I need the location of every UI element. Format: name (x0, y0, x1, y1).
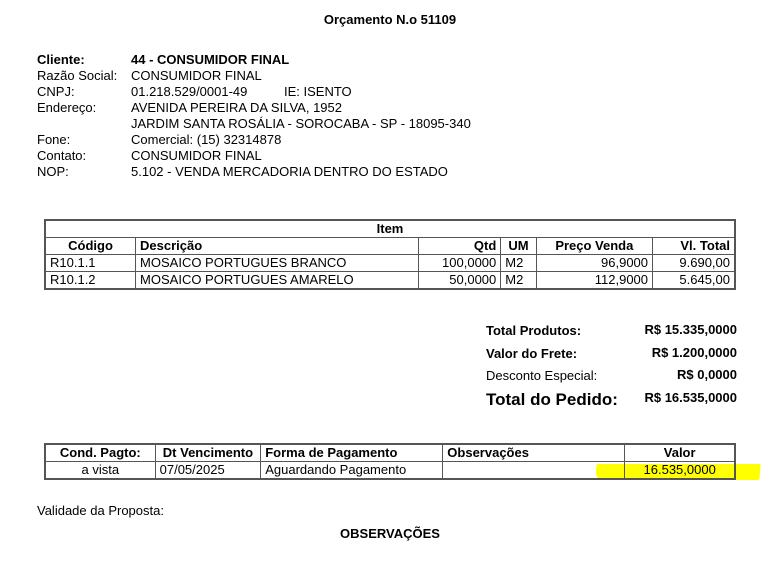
total-pedido-value: R$ 16.535,0000 (644, 390, 737, 405)
items-table-title: Item (45, 220, 735, 238)
ie-value: IE: ISENTO (284, 84, 352, 99)
col-forma-pagamento: Forma de Pagamento (261, 444, 443, 462)
desconto-value: R$ 0,0000 (677, 367, 737, 382)
contato-label: Contato: (37, 148, 87, 163)
table-row (45, 462, 735, 480)
items-table (44, 219, 736, 290)
col-valor: Valor (625, 444, 735, 462)
col-qtd: Qtd (419, 238, 501, 255)
col-observacoes: Observações (443, 444, 625, 462)
valor-frete-label: Valor do Frete: (486, 346, 578, 361)
endereco-line1: AVENIDA PEREIRA DA SILVA, 1952 (131, 100, 342, 115)
cell-preco: 96,9000 (536, 255, 652, 272)
col-preco-venda: Preço Venda (536, 238, 652, 255)
col-descricao: Descrição (136, 238, 419, 255)
cell-total: 9.690,00 (653, 255, 735, 272)
table-row (45, 272, 735, 290)
items-header-row (45, 238, 735, 255)
cell-descricao: MOSAICO PORTUGUES BRANCO (136, 255, 419, 272)
cell-cond-pagto: a vista (45, 462, 155, 480)
col-vl-total: Vl. Total (653, 238, 735, 255)
cell-preco: 112,9000 (536, 272, 652, 290)
observacoes-heading: OBSERVAÇÕES (340, 526, 440, 541)
cell-total: 5.645,00 (653, 272, 735, 290)
document-title: Orçamento N.o 51109 (323, 12, 457, 27)
cliente-value: 44 - CONSUMIDOR FINAL (131, 52, 290, 67)
cell-um: M2 (501, 255, 536, 272)
desconto-label: Desconto Especial: (486, 368, 598, 383)
cell-dt-vencimento: 07/05/2025 (155, 462, 261, 480)
cell-codigo: R10.1.1 (45, 255, 136, 272)
valor-frete-value: R$ 1.200,0000 (651, 345, 737, 360)
nop-value: 5.102 - VENDA MERCADORIA DENTRO DO ESTADO (131, 164, 448, 179)
payment-header-row (45, 444, 735, 462)
cell-observacoes (443, 462, 625, 480)
razao-social-label: Razão Social: (37, 68, 118, 83)
col-um: UM (501, 238, 536, 255)
endereco-label: Endereço: (37, 100, 97, 115)
cnpj-label: CNPJ: (37, 84, 75, 99)
contato-value: CONSUMIDOR FINAL (131, 148, 262, 163)
cell-codigo: R10.1.2 (45, 272, 136, 290)
col-cond-pagto: Cond. Pagto: (45, 444, 155, 462)
cell-um: M2 (501, 272, 536, 290)
col-dt-vencimento: Dt Vencimento (155, 444, 261, 462)
cell-descricao: MOSAICO PORTUGUES AMARELO (136, 272, 419, 290)
cliente-label: Cliente: (37, 52, 85, 67)
nop-label: NOP: (37, 164, 69, 179)
razao-social-value: CONSUMIDOR FINAL (131, 68, 262, 83)
cell-valor: 16.535,0000 (625, 462, 735, 480)
cell-qtd: 100,0000 (419, 255, 501, 272)
cell-qtd: 50,0000 (419, 272, 501, 290)
total-produtos-label: Total Produtos: (486, 323, 582, 338)
col-codigo: Código (45, 238, 136, 255)
fone-value: Comercial: (15) 32314878 (131, 132, 282, 147)
cnpj-value: 01.218.529/0001-49 (131, 84, 248, 99)
total-pedido-label: Total do Pedido: (486, 390, 618, 409)
validade-label: Validade da Proposta: (37, 503, 164, 518)
total-produtos-value: R$ 15.335,0000 (644, 322, 737, 337)
payment-table (44, 443, 736, 480)
fone-label: Fone: (37, 132, 71, 147)
table-row (45, 255, 735, 272)
cell-forma-pagamento: Aguardando Pagamento (261, 462, 443, 480)
endereco-line2: JARDIM SANTA ROSÁLIA - SOROCABA - SP - 18095-340 (131, 116, 471, 131)
